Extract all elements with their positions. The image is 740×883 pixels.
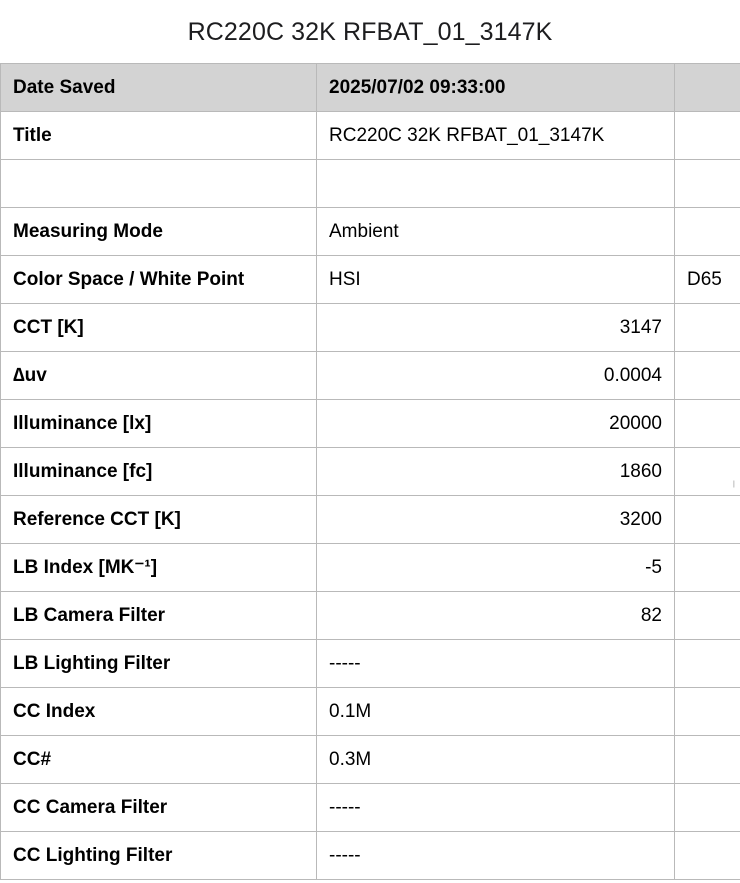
row-value	[317, 160, 675, 208]
measurement-table	[0, 63, 740, 880]
table-row	[1, 496, 740, 544]
table-row	[1, 640, 740, 688]
row-value: -----	[317, 832, 675, 880]
row-label: Illuminance [fc]	[1, 448, 317, 496]
row-value: 20000	[317, 400, 675, 448]
row-value: 2025/07/02 09:33:00	[317, 64, 675, 112]
row-extra	[675, 640, 740, 688]
table-row	[1, 160, 740, 208]
row-extra	[675, 736, 740, 784]
row-extra	[675, 352, 740, 400]
table-row	[1, 400, 740, 448]
row-extra: D65	[675, 256, 740, 304]
row-label: CC Camera Filter	[1, 784, 317, 832]
row-extra	[675, 400, 740, 448]
table-row	[1, 112, 740, 160]
page-title: RC220C 32K RFBAT_01_3147K	[187, 18, 553, 46]
row-value: 0.1M	[317, 688, 675, 736]
table-row	[1, 304, 740, 352]
row-label: Date Saved	[1, 64, 317, 112]
row-extra	[675, 496, 740, 544]
row-value: 0.3M	[317, 736, 675, 784]
row-value: 3147	[317, 304, 675, 352]
table-row	[1, 448, 740, 496]
row-extra	[675, 688, 740, 736]
row-extra	[675, 112, 740, 160]
row-extra	[675, 592, 740, 640]
table-row	[1, 64, 740, 112]
row-value: -5	[317, 544, 675, 592]
row-extra	[675, 304, 740, 352]
row-value: 82	[317, 592, 675, 640]
row-extra	[675, 448, 740, 496]
row-label: Color Space / White Point	[1, 256, 317, 304]
row-label: Illuminance [lx]	[1, 400, 317, 448]
row-value: 1860	[317, 448, 675, 496]
row-label: CC Index	[1, 688, 317, 736]
table-row	[1, 256, 740, 304]
row-extra	[675, 784, 740, 832]
row-value: RC220C 32K RFBAT_01_3147K	[317, 112, 675, 160]
table-row	[1, 832, 740, 880]
row-label: Title	[1, 112, 317, 160]
row-value: -----	[317, 640, 675, 688]
row-label: CCT [K]	[1, 304, 317, 352]
table-row	[1, 352, 740, 400]
table-row	[1, 544, 740, 592]
row-extra	[675, 832, 740, 880]
row-label: Reference CCT [K]	[1, 496, 317, 544]
row-label: LB Camera Filter	[1, 592, 317, 640]
row-value: -----	[317, 784, 675, 832]
measurement-table-body	[1, 64, 740, 880]
table-row	[1, 688, 740, 736]
table-row	[1, 784, 740, 832]
row-extra	[675, 544, 740, 592]
table-row	[1, 592, 740, 640]
row-value: 3200	[317, 496, 675, 544]
row-label: LB Index [MK⁻¹]	[1, 544, 317, 592]
table-row	[1, 736, 740, 784]
row-extra	[675, 208, 740, 256]
row-value: Ambient	[317, 208, 675, 256]
row-label	[1, 160, 317, 208]
row-label: ∆uv	[1, 352, 317, 400]
row-value: 0.0004	[317, 352, 675, 400]
row-label: Measuring Mode	[1, 208, 317, 256]
row-label: CC#	[1, 736, 317, 784]
row-label: CC Lighting Filter	[1, 832, 317, 880]
row-extra	[675, 64, 740, 112]
page-edge-mark: |	[733, 481, 735, 488]
row-extra	[675, 160, 740, 208]
table-row	[1, 208, 740, 256]
row-label: LB Lighting Filter	[1, 640, 317, 688]
row-value: HSI	[317, 256, 675, 304]
